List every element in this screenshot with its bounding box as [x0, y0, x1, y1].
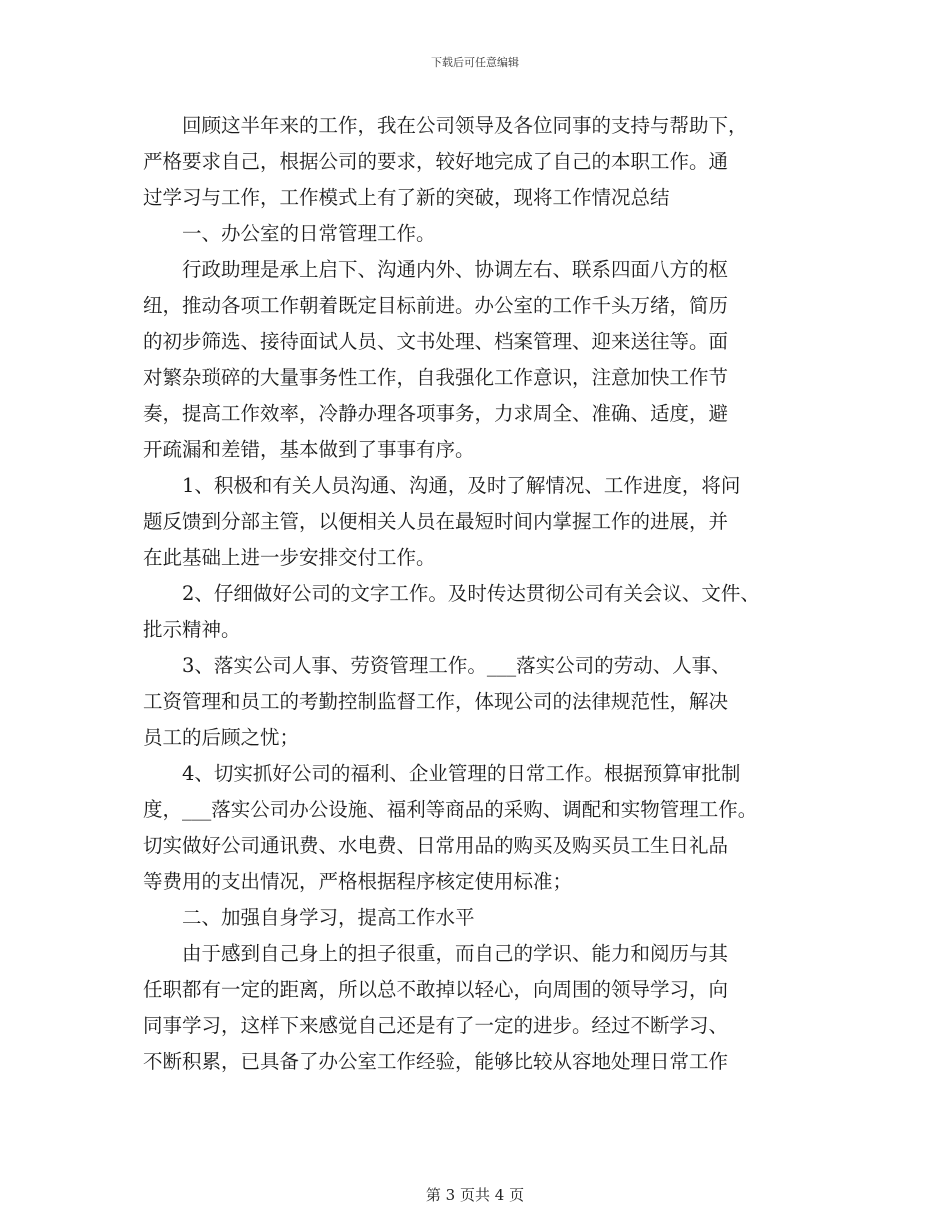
list-item-3: 3、落实公司人事、劳资管理工作。___落实公司的劳动、人事、 工资管理和员工的考勤控制监督工作，体现公司的法律规范性，解决 员工的后顾之忧； — [143, 654, 731, 749]
list-item-2: 2、仔细做好公司的文字工作。及时传达贯彻公司有关会议、文件、 批示精神。 — [143, 582, 760, 641]
paragraph-intro: 回顾这半年来的工作，我在公司领导及各位同事的支持与帮助下， 严格要求自己，根据公司的要求，较好地完成了自己的本职工作。通 过学习与工作，工作模式上有了新的突破，现将工作情况总结 — [143, 114, 748, 209]
paragraph-self-study: 由于感到自己身上的担子很重，而自己的学识、能力和阅历与其 任职都有一定的距离，所以总不敢掉以轻心，向周围的领导学习，向 同事学习，这样下来感觉自己还是有了一定的进步。经过不断学习、 不断积累，已具备了办公室工作经验，能够比较从容地处理日常工作 — [143, 942, 729, 1073]
page-footer: 第 3 页共 4 页 — [425, 1186, 525, 1204]
document-body — [143, 108, 803, 1080]
page-header: 下载后可任意编辑 — [431, 56, 519, 69]
list-item-4: 4、切实抓好公司的福利、企业管理的日常工作。根据预算审批制 度，___落实公司办公设施、福利等商品的采购、调配和实物管理工作。 切实做好公司通讯费、水电费、日常用品的购买及购买员工生日礼品 等费用的支出情况，严格根据程序核定使用标准； — [143, 762, 758, 893]
list-item-1: 1、积极和有关人员沟通、沟通，及时了解情况、工作进度，将问 题反馈到分部主管，以便相关人员在最短时间内掌握工作的进展，并 在此基础上进一步安排交付工作。 — [143, 474, 741, 569]
section-heading-1: 一、办公室的日常管理工作。 — [182, 222, 436, 245]
section-heading-2: 二、加强自身学习，提高工作水平 — [182, 906, 475, 929]
paragraph-admin-role: 行政助理是承上启下、沟通内外、协调左右、联系四面八方的枢 纽，推动各项工作朝着既定目标前进。办公室的工作千头万绪，简历 的初步筛选、接待面试人员、文书处理、档案管理、迎来送往等。面 对繁杂琐碎的大量事务性工作，自我强化工作意识，注意加快工作节 奏，提高工作效率，冷静办理各项事务，力求周全、准确、适度，避 开疏漏和差错，基本做到了事事有序。 — [143, 258, 729, 461]
